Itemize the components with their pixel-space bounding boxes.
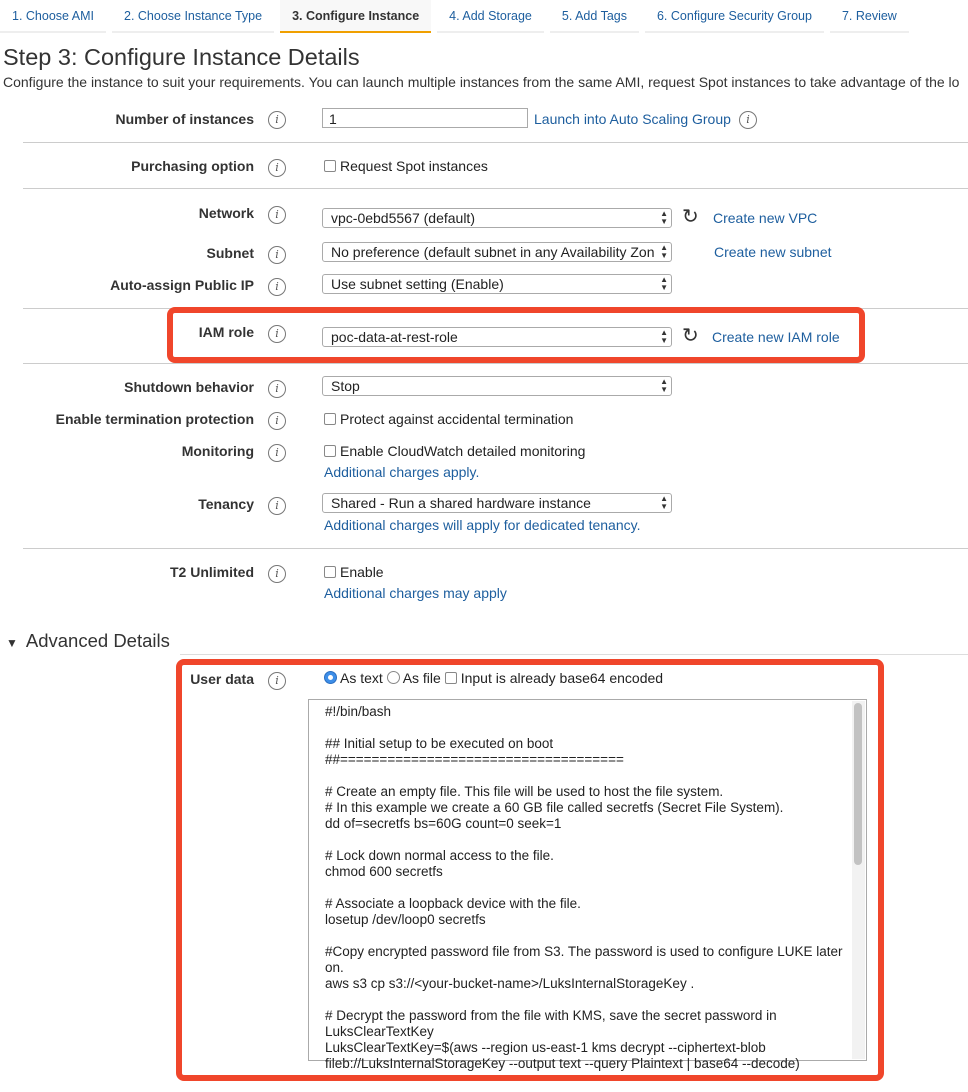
checkbox-icon [445,672,457,684]
as-text-radio[interactable]: As text [324,670,383,686]
checkbox-icon [324,445,336,457]
purchasing-label: Purchasing option [131,158,254,174]
monitoring-info-icon[interactable]: i [268,444,286,462]
scrollbar-thumb[interactable] [854,703,862,865]
tab-choose-instance-type[interactable]: 2. Choose Instance Type [112,0,274,33]
public-ip-select[interactable]: Use subnet setting (Enable) ▲ ▼ [322,274,672,294]
user-data-info-icon[interactable]: i [268,672,286,690]
termination-protection-checkbox[interactable]: Protect against accidental termination [324,411,573,427]
wizard-tabs [0,0,915,31]
tenancy-charges-link[interactable]: Additional charges will apply for dedicated tenancy. [324,517,641,533]
auto-scaling-group-link[interactable]: Launch into Auto Scaling Group [534,111,731,127]
termination-label: Enable termination protection [55,411,254,427]
tab-configure-instance[interactable]: 3. Configure Instance [280,0,431,33]
create-new-iam-role-link[interactable]: Create new IAM role [712,329,840,345]
public-ip-label: Auto-assign Public IP [110,277,254,293]
as-file-radio[interactable]: As file [387,670,441,686]
select-arrows-icon: ▲ ▼ [660,243,668,260]
number-of-instances-input[interactable]: 1 [322,108,528,128]
auto-scaling-info-icon[interactable]: i [739,111,757,129]
iam-role-info-icon[interactable]: i [268,325,286,343]
monitoring-charges-link[interactable]: Additional charges apply. [324,464,480,480]
create-new-vpc-link[interactable]: Create new VPC [713,210,818,226]
t2-unlimited-label: T2 Unlimited [169,564,254,580]
tenancy-select[interactable]: Shared - Run a shared hardware instance ▲ ▼ [322,493,672,513]
triangle-down-icon: ▼ [6,636,18,650]
tab-add-storage[interactable]: 4. Add Storage [437,0,544,33]
network-select[interactable]: vpc-0ebd5567 (default) ▲ ▼ [322,208,672,228]
shutdown-behavior-select[interactable]: Stop ▲ ▼ [322,376,672,396]
scrollbar[interactable] [852,701,865,1059]
select-arrows-icon: ▲ ▼ [660,328,668,345]
t2-unlimited-checkbox[interactable]: Enable [324,564,384,580]
refresh-network-icon[interactable]: ↻ [682,204,699,228]
termination-info-icon[interactable]: i [268,412,286,430]
t2-unlimited-info-icon[interactable]: i [268,565,286,583]
checkbox-icon [324,566,336,578]
cloudwatch-monitoring-checkbox[interactable]: Enable CloudWatch detailed monitoring [324,443,585,459]
radio-icon [387,671,400,684]
tab-configure-security-group[interactable]: 6. Configure Security Group [645,0,824,33]
checkbox-icon [324,413,336,425]
t2-charges-link[interactable]: Additional charges may apply [324,585,507,601]
create-new-subnet-link[interactable]: Create new subnet [714,244,832,260]
instances-label: Number of instances [115,111,254,127]
tab-choose-ami[interactable]: 1. Choose AMI [0,0,106,33]
divider [23,548,968,549]
user-data-label: User data [190,671,254,687]
page-description: Configure the instance to suit your requirements. You can launch multiple instances from the same AMI, request Spot instances to take advantage of the lo [3,74,960,90]
select-arrows-icon: ▲ ▼ [660,494,668,511]
iam-role-label: IAM role [198,324,254,340]
user-data-textarea[interactable] [308,699,867,1071]
tenancy-label: Tenancy [198,496,254,512]
select-arrows-icon: ▲ ▼ [660,275,668,292]
purchasing-info-icon[interactable]: i [268,159,286,177]
user-data-content: #!/bin/bash ## Initial setup to be executed on boot ##==================================== # Create an empty file. This file will be used to host the file system. # In this example we create a 60 GB file called secretfs (Secret File System). dd of=secretfs bs=60G count=0 seek=1 # Lock down normal access to the file. chmod 600 secretfs # Associate a loopback device with the file. losetup /dev/loop0 secretfs #Copy encrypted password file from S3. The password is used to configure LUKE later on. aws s3 cp s3://<your-bucket-name>/LuksInternalStorageKey . # Decrypt the password from the file with KMS, save the secret password in LuksClearTextKey LuksClearTextKey=$(aws --region us-east-1 kms decrypt --ciphertext-blob fileb://LuksInternalStorageKey --output text --query Plaintext | base64 --decode) [325,704,843,1071]
divider [23,142,968,143]
subnet-label: Subnet [206,245,254,261]
select-arrows-icon: ▲ ▼ [660,377,668,394]
divider [23,188,968,189]
instances-info-icon[interactable]: i [268,111,286,129]
divider [23,363,968,364]
network-label: Network [198,205,254,221]
network-info-icon[interactable]: i [268,206,286,224]
checkbox-icon [324,160,336,172]
user-data-options [324,670,663,686]
iam-role-select[interactable]: poc-data-at-rest-role ▲ ▼ [322,327,672,347]
base64-checkbox[interactable]: Input is already base64 encoded [445,670,663,686]
subnet-info-icon[interactable]: i [268,246,286,264]
shutdown-label: Shutdown behavior [124,379,254,395]
advanced-details-toggle[interactable]: ▼ Advanced Details [6,630,170,651]
subnet-select[interactable]: No preference (default subnet in any Availability Zon ▲ ▼ [322,242,672,262]
shutdown-info-icon[interactable]: i [268,380,286,398]
select-arrows-icon: ▲ ▼ [660,209,668,226]
radio-selected-icon [324,671,337,684]
public-ip-info-icon[interactable]: i [268,278,286,296]
tenancy-info-icon[interactable]: i [268,497,286,515]
divider [180,654,968,655]
page-title: Step 3: Configure Instance Details [3,44,360,70]
monitoring-label: Monitoring [181,443,254,459]
tab-review[interactable]: 7. Review [830,0,909,33]
refresh-iam-icon[interactable]: ↻ [682,323,699,347]
tab-add-tags[interactable]: 5. Add Tags [550,0,639,33]
request-spot-checkbox[interactable]: Request Spot instances [324,158,488,174]
